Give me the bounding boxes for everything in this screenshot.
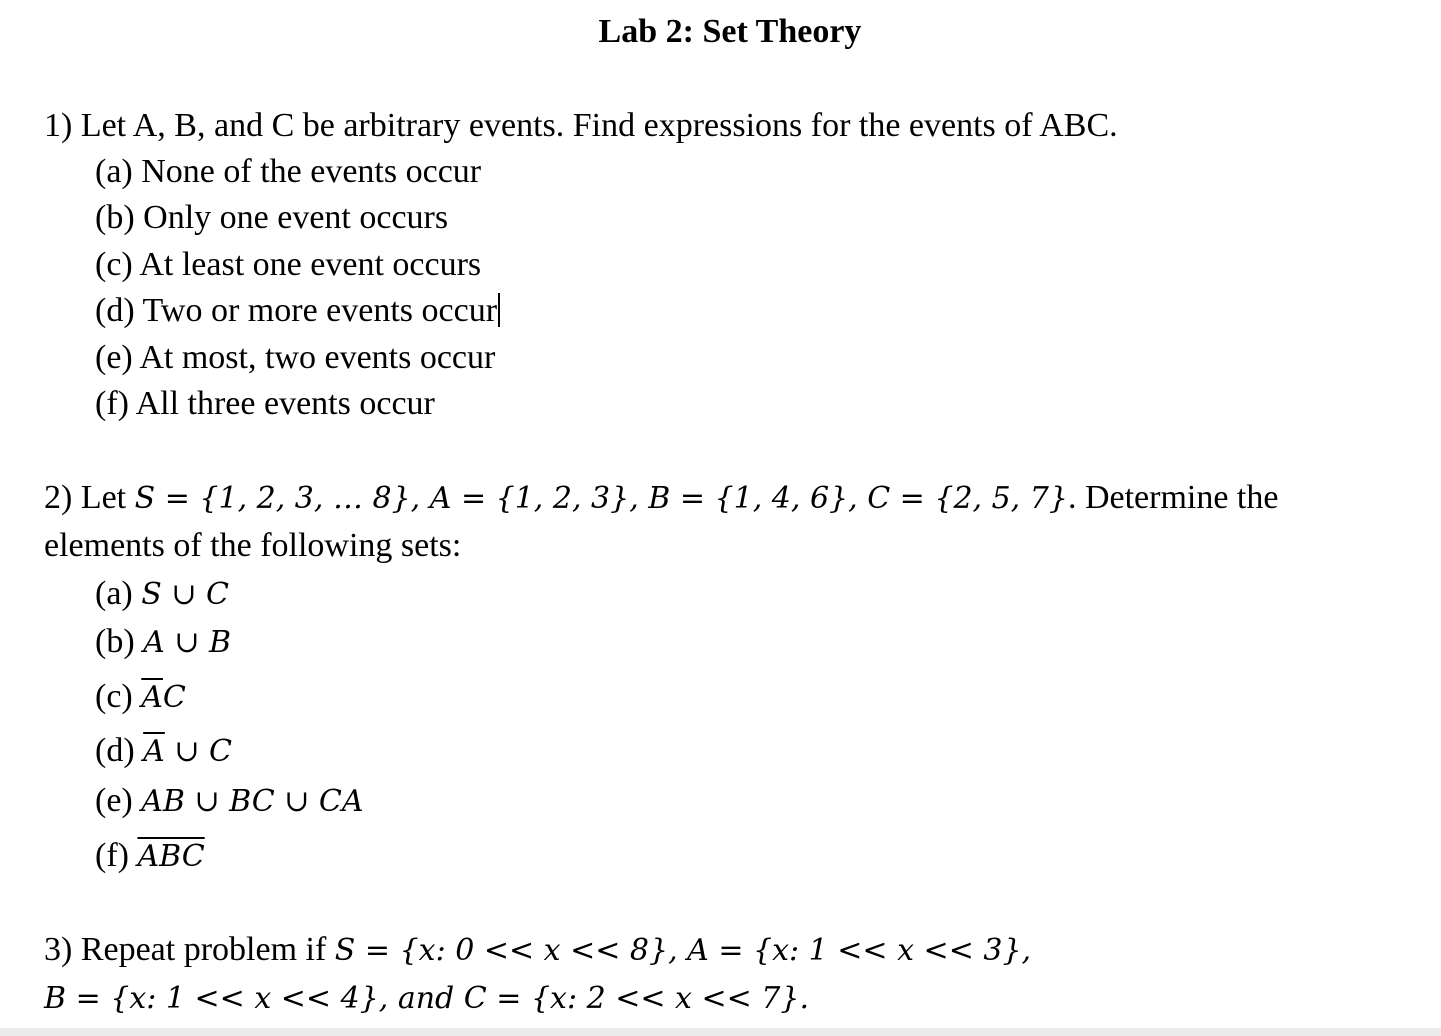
item-label: (c) (95, 678, 142, 715)
problem-3-prefix: 3) Repeat problem if (44, 931, 335, 968)
problem-3-math-1: S = {x: 0 << x << 8}, A = {x: 1 << x << 3}, (334, 933, 1032, 968)
item-expr: A ∪ B (143, 625, 232, 660)
problem-1-prompt: 1) Let A, B, and C be arbitrary events. Find expressions for the events of ABC. (44, 107, 1118, 144)
item-expr: S ∪ C (141, 577, 229, 612)
problem-2-set-a: A = {1, 2, 3}, (429, 481, 649, 516)
problem-2-item-d (95, 731, 232, 772)
expr-rest: C (162, 680, 186, 715)
problem-2-prefix: 2) Let (44, 479, 135, 516)
problem-2-set-s: S = {1, 2, 3, … 8}, (134, 481, 430, 516)
problem-1-item-a: (a) None of the events occur (95, 153, 482, 190)
item-expr-overlined: $\overline{ABC}$ (137, 839, 205, 874)
problem-2-item-b (95, 622, 231, 663)
problem-2-prompt (44, 478, 1278, 519)
item-label: (f) (95, 837, 138, 874)
problem-1-item-c: (c) At least one event occurs (95, 246, 482, 283)
overlined-term: $\overline{A}$ (143, 734, 165, 769)
problem-2-item-f (95, 836, 205, 877)
problem-3-line1 (44, 930, 1031, 971)
problem-3-line2 (44, 978, 809, 1019)
problem-1-item-d[interactable]: (d) Two or more events occur (95, 292, 498, 329)
item-label: (d) (95, 732, 144, 769)
item-expr: AB ∪ BC ∪ CA (141, 784, 364, 819)
problem-2-line2: elements of the following sets: (44, 527, 462, 564)
overlined-term: $\overline{A}$ (141, 680, 163, 715)
item-expr-overlined (143, 734, 232, 769)
item-expr-overlined (141, 680, 186, 715)
problem-2-set-c: C = {2, 5, 7} (867, 481, 1068, 516)
problem-2-item-c (95, 677, 186, 718)
problem-1-item-f: (f) All three events occur (95, 385, 435, 422)
page-title: Lab 2: Set Theory (598, 13, 862, 50)
problem-2-item-a (95, 574, 229, 615)
item-label: (a) (95, 575, 142, 612)
problem-1-item-e: (e) At most, two events occur (95, 339, 496, 376)
window-bottom-edge (0, 1028, 1441, 1036)
text-cursor (498, 293, 500, 327)
item-label: (b) (95, 623, 144, 660)
expr-rest: ∪ C (164, 734, 232, 769)
problem-3-math-2: B = {x: 1 << x << 4}, and C = {x: 2 << x << 7}. (44, 981, 810, 1016)
problem-1-item-d-row (95, 291, 500, 331)
problem-2-item-e (95, 781, 364, 822)
problem-1-item-b: (b) Only one event occurs (95, 199, 449, 236)
item-label: (e) (95, 782, 142, 819)
problem-2-suffix: . Determine the (1067, 479, 1279, 516)
problem-2-set-b: B = {1, 4, 6}, (648, 481, 868, 516)
